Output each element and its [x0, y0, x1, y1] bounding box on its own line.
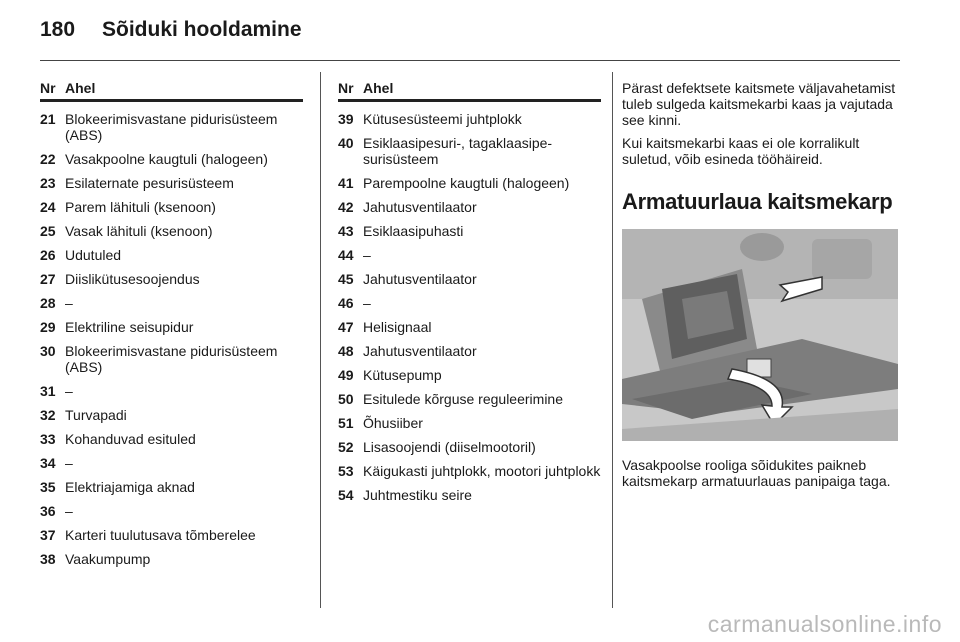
circuit-name: Esiklaasipuhasti [363, 223, 464, 239]
fuse-number: 38 [40, 551, 56, 567]
circuit-name: Esitulede kõrguse reguleerimine [363, 391, 563, 407]
fuse-number: 51 [338, 415, 354, 431]
watermark: carmanualsonline.info [707, 611, 942, 637]
table-row [40, 199, 303, 215]
fuse-number: 37 [40, 527, 56, 543]
table-row [338, 391, 601, 407]
table-row [338, 487, 601, 503]
table-row [338, 199, 601, 215]
fuse-number: 44 [338, 247, 354, 263]
fuse-number: 43 [338, 223, 354, 239]
page-number: 180 [40, 18, 76, 41]
header-nr: Nr [338, 80, 354, 96]
table-row [40, 343, 303, 375]
table-row [40, 431, 303, 447]
section-heading: Armatuurlaua kaitsmekarp [622, 189, 893, 214]
table-row [40, 319, 303, 335]
circuit-name: Juhtmestiku seire [363, 487, 472, 503]
circuit-name: Esiklaasipesuri-, tagaklaasipe-surisüsteem [363, 135, 553, 167]
circuit-name: Vasak lähituli (ksenoon) [65, 223, 213, 239]
circuit-name: Parempoolne kaugtuli (halogeen) [363, 175, 570, 191]
fuse-number: 42 [338, 199, 354, 215]
circuit-name: Esilaternate pesurisüsteem [65, 175, 234, 191]
fuse-number: 28 [40, 295, 56, 311]
circuit-name: Parem lähituli (ksenoon) [65, 199, 216, 215]
fuse-number: 35 [40, 479, 56, 495]
circuit-name: – [65, 295, 73, 311]
table-row [40, 175, 303, 191]
circuit-name: – [65, 503, 73, 519]
circuit-name: Turvapadi [65, 407, 127, 423]
circuit-name: – [65, 383, 73, 399]
fuse-table-left [40, 80, 303, 575]
table-row [40, 407, 303, 423]
table-row [338, 295, 601, 311]
circuit-name: Elektriajamiga aknad [65, 479, 195, 495]
table-row [338, 367, 601, 383]
fuse-number: 36 [40, 503, 56, 519]
fuse-number: 47 [338, 319, 354, 335]
circuit-name: – [363, 247, 371, 263]
table-row [338, 439, 601, 455]
circuit-name: Õhusiiber [363, 415, 423, 431]
fuse-number: 32 [40, 407, 56, 423]
fuse-number: 41 [338, 175, 354, 191]
fuse-number: 23 [40, 175, 56, 191]
fuse-number: 25 [40, 223, 56, 239]
fuse-table-right [338, 80, 601, 511]
circuit-name: Jahutusventilaator [363, 199, 477, 215]
fuse-number: 26 [40, 247, 56, 263]
circuit-name: Kütusesüsteemi juhtplokk [363, 111, 522, 127]
table-row [40, 503, 303, 519]
table-row [40, 111, 303, 143]
circuit-name: Udutuled [65, 247, 122, 263]
table-row [338, 463, 601, 479]
fuse-number: 48 [338, 343, 354, 359]
fuse-list [338, 111, 601, 503]
header-circuit: Ahel [363, 80, 394, 96]
table-row [40, 479, 303, 495]
table-row [338, 247, 601, 263]
page-title: Sõiduki hooldamine [102, 18, 302, 41]
header-divider [40, 60, 900, 61]
fuse-list [40, 111, 303, 567]
fuse-number: 31 [40, 383, 56, 399]
fuse-number: 45 [338, 271, 354, 287]
fuse-number: 46 [338, 295, 354, 311]
circuit-name: Jahutusventilaator [363, 343, 477, 359]
circuit-name: Blokeerimisvastane pidurisüsteem (ABS) [65, 343, 278, 375]
fuse-number: 27 [40, 271, 56, 287]
circuit-name: – [65, 455, 73, 471]
table-row [338, 319, 601, 335]
warning-paragraph: Kui kaitsmekarbi kaas ei ole korralikult suletud, võib esineda tööhäireid. [622, 135, 860, 167]
fuse-number: 22 [40, 151, 56, 167]
fuse-number: 33 [40, 431, 56, 447]
circuit-name: Blokeerimisvastane pidurisüsteem (ABS) [65, 111, 278, 143]
table-row [40, 527, 303, 543]
fuse-box-drawing [622, 229, 898, 441]
circuit-name: Vaakumpump [65, 551, 151, 567]
fuse-number: 53 [338, 463, 354, 479]
header-circuit: Ahel [65, 80, 96, 96]
fuse-number: 34 [40, 455, 56, 471]
table-row [40, 247, 303, 263]
table-row [40, 551, 303, 567]
table-row [338, 415, 601, 431]
circuit-name: – [363, 295, 371, 311]
table-row [338, 271, 601, 287]
fuse-number: 40 [338, 135, 354, 151]
circuit-name: Elektriline seisupidur [65, 319, 194, 335]
table-row [40, 271, 303, 287]
fuse-number: 29 [40, 319, 56, 335]
fuse-number: 54 [338, 487, 354, 503]
table-row [338, 223, 601, 239]
figure-caption: Vasakpoolse rooliga sõidukites paikneb kaitsmekarp armatuurlauas panipaiga taga. [622, 457, 891, 489]
table-row [338, 175, 601, 191]
table-row [338, 135, 601, 167]
text-column [622, 80, 912, 489]
fuse-number: 50 [338, 391, 354, 407]
table-header [40, 80, 303, 102]
circuit-name: Käigukasti juhtplokk, mootori juhtplokk [363, 463, 601, 479]
table-row [40, 295, 303, 311]
column-divider [612, 72, 613, 608]
table-row [40, 383, 303, 399]
circuit-name: Karteri tuulutusava tõmberelee [65, 527, 256, 543]
table-row [40, 455, 303, 471]
fuse-number: 21 [40, 111, 56, 127]
column-divider [320, 72, 321, 608]
table-header [338, 80, 601, 102]
circuit-name: Diislikütusesoojendus [65, 271, 200, 287]
fuse-number: 52 [338, 439, 354, 455]
circuit-name: Jahutusventilaator [363, 271, 477, 287]
instruction-paragraph: Pärast defektsete kaitsmete väljavahetamist tuleb sulgeda kaitsmekarbi kaas ja vajutada see kinni. [622, 80, 896, 128]
header-nr: Nr [40, 80, 56, 96]
circuit-name: Kohanduvad esituled [65, 431, 196, 447]
fuse-number: 30 [40, 343, 56, 359]
table-row [40, 223, 303, 239]
table-row [338, 111, 601, 127]
circuit-name: Helisignaal [363, 319, 432, 335]
fuse-number: 49 [338, 367, 354, 383]
circuit-name: Lisasoojendi (diiselmootoril) [363, 439, 536, 455]
fuse-number: 24 [40, 199, 56, 215]
fuse-number: 39 [338, 111, 354, 127]
fuse-box-illustration [622, 229, 898, 441]
table-row [338, 343, 601, 359]
table-row [40, 151, 303, 167]
circuit-name: Kütusepump [363, 367, 442, 383]
page-header [40, 18, 302, 48]
circuit-name: Vasakpoolne kaugtuli (halogeen) [65, 151, 268, 167]
